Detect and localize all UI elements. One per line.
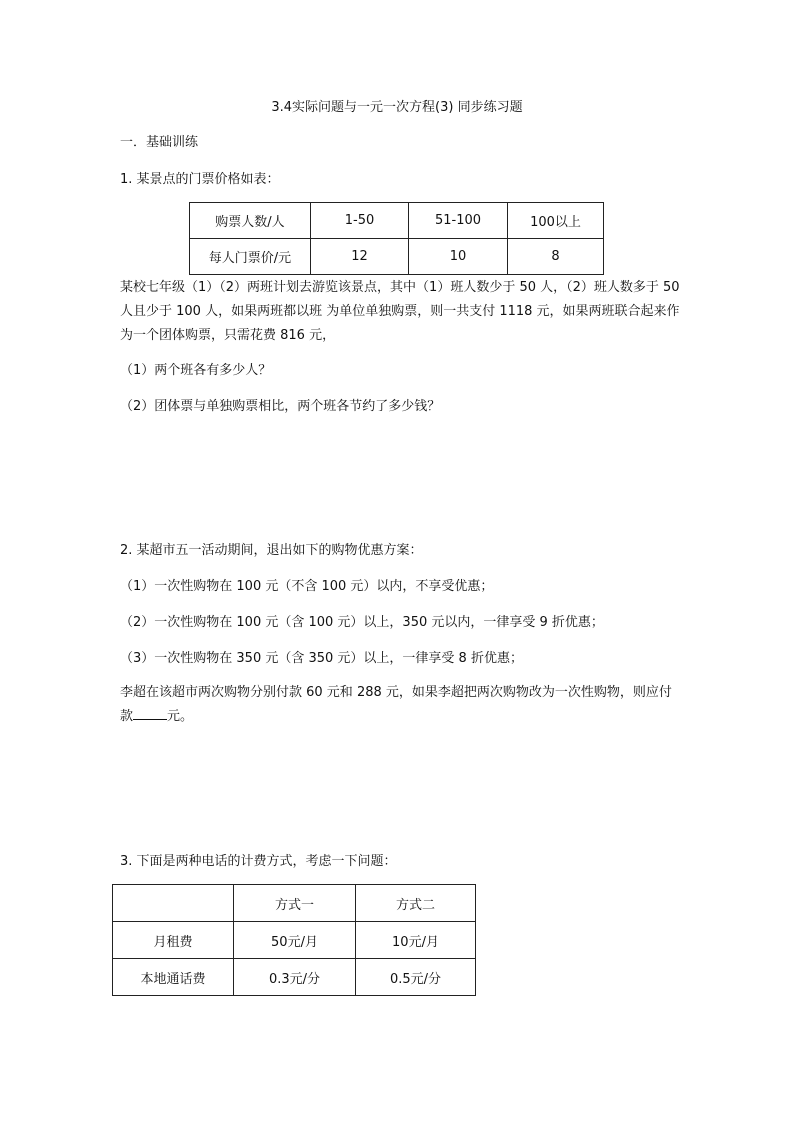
table-cell: 50元/月 [234, 922, 356, 959]
q2-body-unit: 元。 [167, 709, 194, 724]
table-row [190, 239, 604, 275]
table-cell: 购票人数/人 [190, 203, 311, 239]
table-cell: 10 [409, 239, 508, 275]
table-row [113, 922, 476, 959]
answer-blank[interactable] [133, 705, 167, 720]
q2-rule-1: （1）一次性购物在 100 元（不含 100 元）以内，不享受优惠； [120, 579, 494, 594]
q1-sub-question-2: （2）团体票与单独购票相比，两个班各节约了多少钱？ [120, 399, 441, 414]
ticket-price-table [189, 202, 604, 275]
q2-rule-2: （2）一次性购物在 100 元（含 100 元）以上，350 元以内，一律享受 9 折优惠； [120, 615, 604, 630]
q2-body [120, 681, 680, 729]
q2-body-text: 李超在该超市两次购物分别付款 60 元和 288 元，如果李超把两次购物改为一次性购物，则应付款 [120, 685, 672, 724]
table-row [113, 885, 476, 922]
table-row [190, 203, 604, 239]
table-cell: 本地通话费 [113, 959, 234, 996]
section-heading: 一．基础训练 [120, 135, 199, 150]
table-cell: 月租费 [113, 922, 234, 959]
table-cell: 51-100 [409, 203, 508, 239]
table-cell: 0.5元/分 [356, 959, 476, 996]
page-title: 3.4实际问题与一元一次方程(3) 同步练习题 [271, 100, 523, 115]
table-cell [113, 885, 234, 922]
q3-stem: 3. 下面是两种电话的计费方式，考虑一下问题： [120, 854, 397, 869]
table-cell: 12 [311, 239, 409, 275]
q2-stem: 2. 某超市五一活动期间，退出如下的购物优惠方案： [120, 543, 423, 558]
table-cell: 8 [508, 239, 604, 275]
table-cell: 方式二 [356, 885, 476, 922]
q1-stem: 1. 某景点的门票价格如表： [120, 172, 280, 187]
q2-rule-3: （3）一次性购物在 350 元（含 350 元）以上，一律享受 8 折优惠； [120, 651, 523, 666]
table-cell: 100以上 [508, 203, 604, 239]
phone-billing-table [112, 884, 476, 996]
table-cell: 10元/月 [356, 922, 476, 959]
table-cell: 每人门票价/元 [190, 239, 311, 275]
table-cell: 1-50 [311, 203, 409, 239]
q1-body: 某校七年级（1）（2）两班计划去游览该景点，其中（1）班人数少于 50 人，（2）班人数多于 50 人且少于 100 人，如果两班都以班 为单位单独购票，则一共支付 1118 元，如果两班联合起来作为一个团体购票，只需花费 816 元， [120, 280, 680, 343]
table-cell: 0.3元/分 [234, 959, 356, 996]
q1-sub-question-1: （1）两个班各有多少人？ [120, 363, 272, 378]
table-row [113, 959, 476, 996]
table-cell: 方式一 [234, 885, 356, 922]
